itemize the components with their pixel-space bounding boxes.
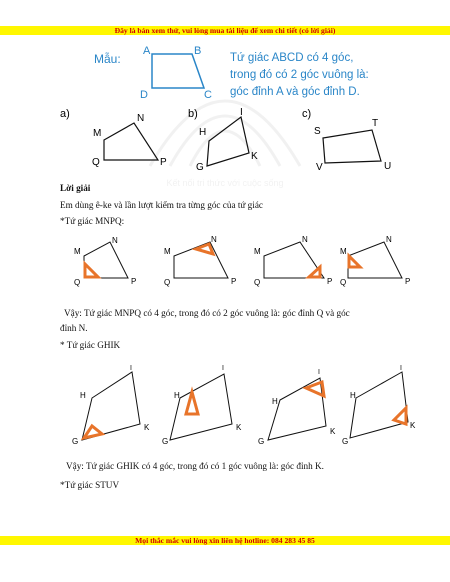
ghik-check-i: [258, 369, 336, 446]
vertex-k: K: [410, 421, 416, 430]
vertex-h: H: [272, 397, 278, 406]
preview-banner-text: Đây là bản xem thử, vui lòng mua tài liệu để xem chi tiết (có lời giải): [114, 26, 336, 35]
ghik-title: * Tứ giác GHIK: [60, 340, 121, 350]
preview-banner: [0, 26, 450, 35]
set-square-icon: [349, 256, 360, 267]
vertex-m: M: [74, 247, 81, 256]
ghik-check-g: [72, 365, 150, 446]
vertex-k: K: [251, 151, 258, 162]
vertex-p: P: [327, 277, 333, 286]
vertex-n: N: [386, 235, 392, 244]
mnpq-check-q: [74, 236, 136, 287]
hotline-banner-text: Mọi thắc mắc vui lòng xin liên hệ hotline: 084 283 45 85: [135, 536, 315, 545]
mnpq-conclusion-cont: đỉnh N.: [60, 323, 88, 333]
vertex-n: N: [302, 235, 308, 244]
set-square-icon: [394, 408, 406, 424]
figure-tag: c): [302, 108, 312, 120]
stuv-title: *Tứ giác STUV: [60, 480, 120, 490]
vertex-i: I: [240, 107, 243, 118]
figure-a-mnpq: [60, 108, 167, 168]
figure-c-stuv: [302, 108, 391, 173]
set-square-icon: [186, 392, 198, 414]
vertex-q: Q: [254, 278, 261, 287]
vertex-k: K: [144, 423, 150, 432]
vertex-n: N: [137, 113, 145, 124]
figure-tag: b): [188, 108, 198, 120]
vertex-i: I: [318, 369, 320, 376]
mnpq-title: *Tứ giác MNPQ:: [60, 216, 125, 226]
ghik-conclusion: Vậy: Tứ giác GHIK có 4 góc, trong đó có 1 góc vuông là: góc đỉnh K.: [66, 461, 324, 471]
exercise-figures: [58, 104, 398, 180]
vertex-g: G: [72, 437, 79, 446]
vertex-g: G: [196, 162, 204, 173]
ghik-check-k: [342, 365, 416, 446]
mnpq-check-p: [254, 235, 332, 287]
sample-description-line: Tứ giác ABCD có 4 góc,: [230, 52, 354, 64]
vertex-v: V: [316, 162, 323, 173]
vertex-g: G: [162, 437, 169, 446]
set-square-icon: [196, 244, 213, 254]
sample-figure-abcd: [138, 42, 218, 101]
sample-description: [230, 50, 369, 101]
vertex-g: G: [342, 437, 349, 446]
vertex-m: M: [340, 247, 347, 256]
hotline-banner: [0, 536, 450, 545]
vertex-q: Q: [164, 278, 171, 287]
vertex-h: H: [80, 391, 86, 400]
vertex-q: Q: [74, 278, 81, 287]
vertex-m: M: [254, 247, 261, 256]
set-square-icon: [309, 267, 320, 277]
sample-description-line: góc đỉnh A và góc đỉnh D.: [230, 86, 360, 98]
vertex-i: I: [400, 365, 402, 372]
vertex-u: U: [384, 161, 392, 172]
vertex-q: Q: [92, 157, 100, 168]
vertex-n: N: [211, 235, 217, 244]
vertex-q: Q: [340, 278, 347, 287]
vertex-c: C: [204, 89, 212, 101]
solution-heading: Lời giải: [60, 183, 91, 193]
mnpq-check-m: [340, 235, 410, 287]
vertex-h: H: [350, 391, 356, 400]
vertex-n: N: [112, 236, 118, 245]
vertex-i: I: [222, 365, 224, 372]
vertex-p: P: [160, 157, 167, 168]
sample-label: Mẫu:: [94, 52, 121, 66]
vertex-k: K: [330, 427, 336, 436]
quadrilateral-abcd: [152, 54, 204, 88]
ghik-angle-checks: [66, 362, 416, 450]
vertex-m: M: [93, 128, 102, 139]
vertex-p: P: [131, 277, 137, 286]
figure-b-ghik: [188, 107, 258, 173]
figure-tag: a): [60, 108, 70, 120]
vertex-m: M: [164, 247, 171, 256]
vertex-i: I: [130, 365, 132, 372]
mnpq-check-n: [164, 235, 236, 287]
mnpq-conclusion: Vậy: Tứ giác MNPQ có 4 góc, trong đó có 2 góc vuông là: góc đỉnh Q và góc: [64, 308, 350, 318]
vertex-h: H: [199, 127, 207, 138]
solution-intro: Em dùng ê-ke và lần lượt kiểm tra từng góc của tứ giác: [60, 200, 263, 210]
vertex-d: D: [140, 89, 148, 101]
vertex-a: A: [143, 45, 151, 57]
set-square-icon: [85, 264, 98, 277]
ghik-check-h: [162, 365, 242, 446]
set-square-icon: [84, 426, 102, 438]
vertex-p: P: [231, 277, 237, 286]
vertex-b: B: [194, 45, 202, 57]
vertex-p: P: [405, 277, 411, 286]
vertex-k: K: [236, 423, 242, 432]
vertex-t: T: [372, 118, 379, 129]
vertex-s: S: [314, 126, 321, 137]
mnpq-angle-checks: [66, 234, 411, 294]
sample-description-line: trong đó có 2 góc vuông là:: [230, 69, 369, 81]
vertex-h: H: [174, 391, 180, 400]
vertex-g: G: [258, 437, 265, 446]
watermark-text: Kết nối tri thức với cuộc sống: [166, 178, 284, 188]
